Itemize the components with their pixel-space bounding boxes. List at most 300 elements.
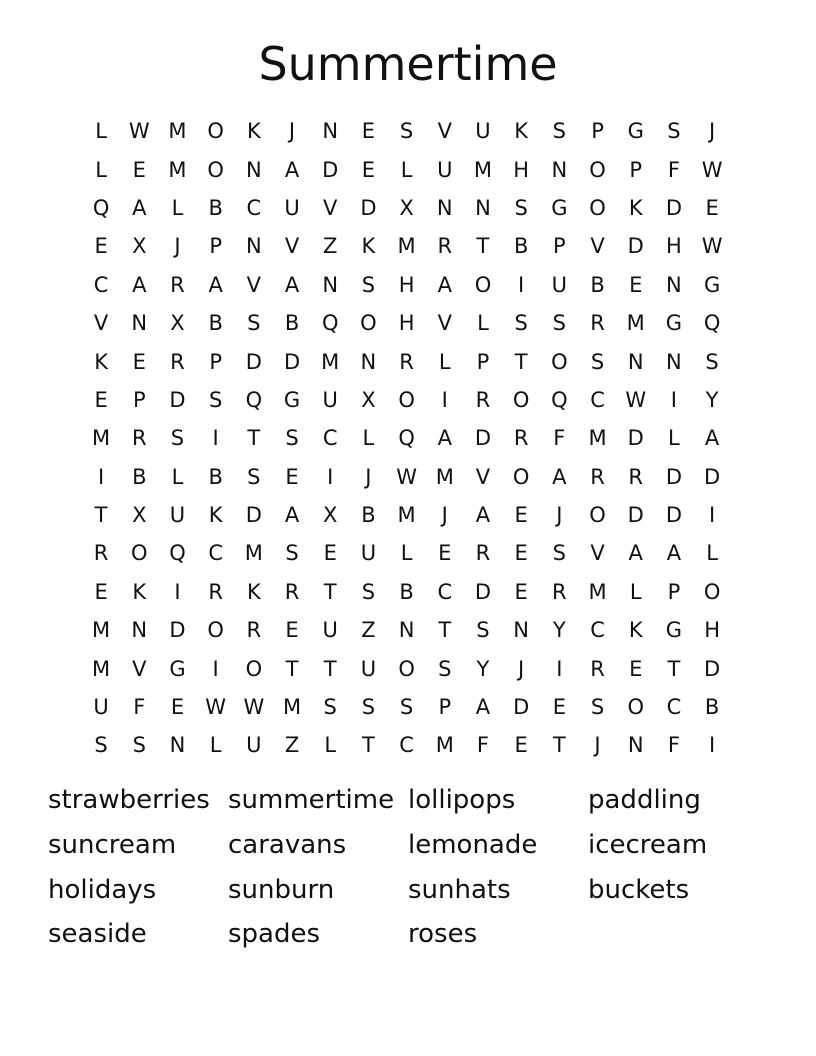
grid-letter: E xyxy=(285,618,299,643)
grid-letter: P xyxy=(553,234,566,259)
grid-letter: D xyxy=(169,387,186,412)
grid-letter: D xyxy=(627,426,644,451)
grid-letter: O xyxy=(512,387,530,412)
grid-row xyxy=(82,150,732,188)
grid-letter: O xyxy=(512,464,530,489)
grid-letter: Q xyxy=(398,426,415,451)
grid-row xyxy=(82,611,732,649)
grid-letter: S xyxy=(399,695,414,720)
grid-letter: S xyxy=(285,541,299,566)
grid-letter: O xyxy=(398,656,415,681)
grid-letter: N xyxy=(627,349,644,374)
grid-letter: X xyxy=(323,503,338,528)
grid-letter: O xyxy=(207,119,224,144)
grid-letter: L xyxy=(629,579,642,604)
grid-letter: D xyxy=(704,464,721,489)
grid-letter: V xyxy=(437,119,452,144)
grid-letter: I xyxy=(518,272,525,297)
grid-letter: S xyxy=(247,464,261,489)
grid-letter: E xyxy=(514,503,528,528)
grid-letter: M xyxy=(473,157,493,182)
grid-letter: F xyxy=(133,695,146,720)
grid-letter: R xyxy=(590,656,605,681)
word-list-item: paddling xyxy=(588,785,701,815)
grid-letter: R xyxy=(475,541,491,566)
grid-letter: V xyxy=(437,311,452,336)
grid-letter: R xyxy=(513,426,529,451)
grid-letter: T xyxy=(667,656,681,681)
grid-letter: D xyxy=(283,349,301,374)
grid-row xyxy=(82,534,732,572)
grid-letter: G xyxy=(703,272,721,297)
grid-letter: O xyxy=(245,656,263,681)
grid-letter: P xyxy=(209,349,222,374)
grid-letter: L xyxy=(706,541,718,566)
grid-letter: E xyxy=(361,157,376,182)
grid-letter: R xyxy=(399,349,414,374)
grid-row xyxy=(82,112,732,150)
grid-letter: S xyxy=(361,272,376,297)
grid-letter: E xyxy=(552,695,566,720)
grid-letter: S xyxy=(132,733,146,758)
grid-letter: R xyxy=(475,387,491,412)
grid-letter: C xyxy=(399,733,414,758)
grid-letter: I xyxy=(212,426,219,451)
grid-letter: Q xyxy=(551,387,568,412)
grid-letter: T xyxy=(247,426,261,451)
word-list-item: roses xyxy=(408,919,478,950)
word-list-item: spades xyxy=(228,919,321,950)
grid-letter: O xyxy=(474,272,492,297)
grid-letter: B xyxy=(590,272,605,297)
grid-letter: B xyxy=(208,464,223,489)
grid-letter: X xyxy=(132,503,147,528)
grid-letter: S xyxy=(552,311,567,336)
grid-letter: K xyxy=(246,119,261,144)
grid-letter: C xyxy=(666,695,682,720)
grid-letter: A xyxy=(628,541,643,566)
grid-letter: T xyxy=(94,503,108,528)
grid-letter: O xyxy=(551,349,568,374)
grid-letter: L xyxy=(400,157,413,182)
grid-letter: O xyxy=(360,311,377,336)
grid-row xyxy=(82,649,732,687)
grid-letter: Z xyxy=(284,733,300,758)
grid-letter: S xyxy=(590,695,605,720)
grid-letter: C xyxy=(590,387,605,412)
grid-letter: T xyxy=(361,733,375,758)
grid-letter: C xyxy=(437,579,453,604)
grid-letter: S xyxy=(399,119,414,144)
grid-letter: A xyxy=(208,272,223,297)
grid-letter: M xyxy=(168,157,187,182)
grid-letter: N xyxy=(322,272,339,297)
grid-letter: V xyxy=(323,195,338,220)
grid-letter: B xyxy=(399,579,414,604)
grid-letter: E xyxy=(361,119,376,144)
grid-letter: Z xyxy=(323,234,338,259)
grid-letter: V xyxy=(475,464,491,489)
grid-letter: D xyxy=(665,195,682,220)
grid-letter: C xyxy=(590,618,605,643)
grid-letter: I xyxy=(708,503,716,528)
grid-letter: D xyxy=(627,234,644,259)
grid-letter: C xyxy=(208,541,223,566)
grid-letter: M xyxy=(626,311,645,336)
grid-letter: S xyxy=(170,426,185,451)
grid-letter: G xyxy=(665,618,683,643)
grid-letter: M xyxy=(588,579,607,604)
grid-letter: M xyxy=(588,426,607,451)
grid-row xyxy=(82,227,732,265)
grid-letter: F xyxy=(667,733,680,758)
grid-letter: V xyxy=(284,234,300,259)
grid-letter: M xyxy=(321,349,340,374)
grid-letter: J xyxy=(708,119,716,144)
grid-letter: E xyxy=(94,579,108,604)
grid-letter: I xyxy=(327,464,334,489)
grid-row xyxy=(82,496,732,534)
grid-letter: E xyxy=(705,195,719,220)
grid-letter: M xyxy=(397,503,416,528)
grid-letter: I xyxy=(97,464,105,489)
grid-letter: T xyxy=(514,349,528,374)
grid-letter: K xyxy=(361,234,376,259)
grid-letter: N xyxy=(322,119,339,144)
grid-letter: D xyxy=(360,195,377,220)
grid-letter: R xyxy=(93,541,109,566)
grid-letter: B xyxy=(513,234,529,259)
grid-letter: S xyxy=(552,541,567,566)
grid-letter: M xyxy=(397,234,416,259)
grid-letter: N xyxy=(169,733,186,758)
grid-letter: C xyxy=(93,272,109,297)
grid-letter: R xyxy=(170,349,185,374)
grid-letter: G xyxy=(551,195,568,220)
grid-letter: L xyxy=(324,733,337,758)
grid-letter: N xyxy=(513,618,530,643)
grid-letter: B xyxy=(361,503,376,528)
grid-letter: O xyxy=(627,695,644,720)
grid-letter: A xyxy=(284,503,300,528)
grid-letter: N xyxy=(436,195,453,220)
grid-letter: U xyxy=(322,618,338,643)
grid-letter: S xyxy=(208,387,223,412)
grid-letter: S xyxy=(94,733,108,758)
grid-letter: L xyxy=(438,349,451,374)
grid-letter: B xyxy=(208,195,223,220)
grid-letter: D xyxy=(627,503,644,528)
grid-letter: O xyxy=(207,157,224,182)
grid-letter: U xyxy=(475,119,491,144)
grid-letter: I xyxy=(174,579,181,604)
grid-letter: D xyxy=(245,349,262,374)
grid-letter: A xyxy=(475,503,491,528)
grid-letter: P xyxy=(667,579,681,604)
word-list-item: sunhats xyxy=(408,874,511,905)
grid-letter: R xyxy=(170,272,185,297)
grid-letter: W xyxy=(701,157,723,182)
grid-letter: L xyxy=(400,541,413,566)
grid-letter: L xyxy=(362,426,375,451)
grid-letter: S xyxy=(590,349,605,374)
grid-letter: A xyxy=(666,541,682,566)
grid-letter: R xyxy=(590,464,605,489)
grid-row xyxy=(82,419,732,457)
grid-letter: M xyxy=(282,695,302,720)
grid-letter: H xyxy=(513,157,530,182)
grid-letter: E xyxy=(323,541,337,566)
grid-letter: X xyxy=(170,311,185,336)
grid-letter: B xyxy=(208,311,223,336)
grid-letter: Q xyxy=(169,541,186,566)
grid-letter: R xyxy=(131,426,147,451)
grid-letter: U xyxy=(360,541,377,566)
grid-letter: L xyxy=(171,464,184,489)
grid-letter: T xyxy=(552,733,566,758)
grid-letter: U xyxy=(284,195,300,220)
grid-letter: K xyxy=(628,195,643,220)
grid-letter: Q xyxy=(321,311,339,336)
grid-letter: U xyxy=(551,272,568,297)
grid-letter: H xyxy=(666,234,682,259)
grid-letter: D xyxy=(245,503,262,528)
grid-letter: E xyxy=(132,157,146,182)
grid-letter: W xyxy=(128,119,150,144)
grid-letter: F xyxy=(667,157,680,182)
letter-grid xyxy=(82,112,732,765)
grid-letter: N xyxy=(666,272,682,297)
grid-letter: W xyxy=(205,695,227,720)
grid-letter: S xyxy=(667,119,681,144)
grid-letter: E xyxy=(94,234,108,259)
grid-letter: R xyxy=(590,311,605,336)
grid-letter: D xyxy=(513,695,530,720)
grid-letter: N xyxy=(627,733,644,758)
grid-letter: R xyxy=(208,579,223,604)
grid-letter: A xyxy=(132,272,147,297)
grid-letter: J xyxy=(556,503,563,528)
grid-letter: C xyxy=(246,195,262,220)
grid-letter: P xyxy=(132,387,146,412)
grid-letter: H xyxy=(704,618,720,643)
grid-letter: E xyxy=(285,464,299,489)
grid-letter: K xyxy=(246,579,261,604)
grid-letter: P xyxy=(629,157,643,182)
grid-letter: E xyxy=(438,541,452,566)
grid-letter: I xyxy=(708,733,716,758)
grid-letter: A xyxy=(475,695,491,720)
grid-letter: L xyxy=(95,119,107,144)
grid-letter: X xyxy=(361,387,376,412)
grid-letter: A xyxy=(704,426,720,451)
grid-letter: I xyxy=(212,656,219,681)
grid-letter: V xyxy=(93,311,109,336)
grid-letter: V xyxy=(590,234,605,259)
word-list-item: seaside xyxy=(48,919,147,950)
grid-letter: M xyxy=(92,618,111,643)
grid-letter: G xyxy=(283,387,301,412)
grid-letter: L xyxy=(95,157,107,182)
grid-letter: S xyxy=(285,426,299,451)
grid-row xyxy=(82,304,732,342)
grid-letter: G xyxy=(169,656,186,681)
grid-row xyxy=(82,573,732,611)
grid-letter: L xyxy=(209,733,222,758)
grid-letter: I xyxy=(556,656,563,681)
grid-letter: F xyxy=(476,733,490,758)
grid-letter: V xyxy=(132,656,147,681)
grid-letter: S xyxy=(514,195,528,220)
grid-letter: E xyxy=(514,579,528,604)
grid-letter: Q xyxy=(703,311,721,336)
grid-letter: S xyxy=(323,695,337,720)
grid-letter: J xyxy=(441,503,448,528)
grid-letter: N xyxy=(245,234,262,259)
grid-letter: U xyxy=(360,656,377,681)
grid-letter: D xyxy=(474,426,492,451)
grid-letter: J xyxy=(518,656,525,681)
grid-letter: E xyxy=(94,387,108,412)
grid-letter: I xyxy=(670,387,677,412)
grid-letter: R xyxy=(284,579,300,604)
grid-letter: Q xyxy=(245,387,263,412)
grid-letter: O xyxy=(703,579,721,604)
grid-letter: W xyxy=(396,464,417,489)
grid-letter: D xyxy=(665,503,682,528)
grid-letter: H xyxy=(398,311,415,336)
grid-letter: K xyxy=(208,503,223,528)
grid-letter: N xyxy=(131,311,148,336)
word-list-item: suncream xyxy=(48,829,177,860)
grid-letter: U xyxy=(246,733,262,758)
grid-letter: O xyxy=(207,618,224,643)
grid-letter: J xyxy=(288,119,296,144)
grid-letter: K xyxy=(94,349,108,374)
word-list-item: lemonade xyxy=(408,829,538,860)
grid-letter: Y xyxy=(476,656,490,681)
grid-letter: A xyxy=(284,272,300,297)
grid-letter: N xyxy=(360,349,377,374)
grid-letter: A xyxy=(552,464,567,489)
grid-row xyxy=(82,726,732,764)
grid-letter: R xyxy=(552,579,567,604)
grid-letter: B xyxy=(284,311,300,336)
grid-letter: N xyxy=(398,618,415,643)
grid-letter: N xyxy=(475,195,491,220)
grid-letter: P xyxy=(476,349,490,374)
grid-letter: O xyxy=(589,503,606,528)
grid-letter: O xyxy=(131,541,148,566)
grid-letter: W xyxy=(243,695,265,720)
word-list-item: lollipops xyxy=(408,785,516,815)
grid-letter: O xyxy=(398,387,415,412)
grid-letter: Q xyxy=(92,195,110,220)
grid-letter: B xyxy=(132,464,147,489)
grid-letter: S xyxy=(476,618,490,643)
grid-letter: F xyxy=(553,426,566,451)
grid-letter: E xyxy=(514,733,528,758)
grid-letter: M xyxy=(168,119,187,144)
grid-letter: K xyxy=(132,579,147,604)
grid-letter: E xyxy=(629,656,643,681)
grid-letter: P xyxy=(591,119,604,144)
word-list-item: icecream xyxy=(588,829,708,860)
grid-letter: M xyxy=(244,541,263,566)
word-list-item: caravans xyxy=(228,829,347,860)
grid-letter: S xyxy=(438,656,452,681)
grid-letter: K xyxy=(628,618,643,643)
word-list xyxy=(48,778,768,957)
grid-letter: U xyxy=(169,503,186,528)
word-list-item: summertime xyxy=(228,785,395,815)
grid-letter: W xyxy=(701,234,723,259)
grid-letter: T xyxy=(476,234,490,259)
grid-letter: K xyxy=(514,119,529,144)
grid-letter: J xyxy=(174,234,181,259)
grid-letter: W xyxy=(625,387,647,412)
grid-row xyxy=(82,266,732,304)
grid-letter: O xyxy=(589,195,606,220)
grid-letter: X xyxy=(399,195,414,220)
grid-letter: R xyxy=(628,464,644,489)
word-list-item: sunburn xyxy=(228,874,335,905)
grid-letter: L xyxy=(477,311,489,336)
grid-letter: P xyxy=(438,695,452,720)
grid-letter: E xyxy=(514,541,528,566)
grid-row xyxy=(82,458,732,496)
grid-letter: E xyxy=(132,349,146,374)
grid-letter: E xyxy=(629,272,643,297)
grid-letter: T xyxy=(323,579,337,604)
grid-letter: N xyxy=(131,618,148,643)
grid-letter: U xyxy=(322,387,338,412)
grid-letter: Z xyxy=(361,618,376,643)
grid-letter: E xyxy=(170,695,185,720)
grid-letter: D xyxy=(169,618,186,643)
grid-letter: S xyxy=(552,119,567,144)
grid-letter: G xyxy=(665,311,683,336)
grid-letter: S xyxy=(361,579,376,604)
grid-letter: R xyxy=(437,234,453,259)
page-title: Summertime xyxy=(258,37,558,91)
grid-row xyxy=(82,342,732,380)
grid-row xyxy=(82,688,732,726)
grid-letter: N xyxy=(666,349,682,374)
grid-letter: P xyxy=(209,234,222,259)
grid-letter: Y xyxy=(552,618,566,643)
grid-letter: D xyxy=(704,656,721,681)
grid-letter: S xyxy=(705,349,719,374)
grid-letter: A xyxy=(132,195,147,220)
grid-letter: M xyxy=(92,426,111,451)
grid-letter: H xyxy=(398,272,415,297)
grid-letter: B xyxy=(704,695,720,720)
grid-letter: L xyxy=(171,195,184,220)
grid-letter: G xyxy=(627,119,644,144)
word-list-item: strawberries xyxy=(48,785,210,815)
grid-letter: A xyxy=(437,426,452,451)
word-list-item: holidays xyxy=(48,874,157,905)
grid-letter: T xyxy=(323,656,337,681)
grid-letter: X xyxy=(132,234,147,259)
grid-letter: A xyxy=(284,157,300,182)
grid-letter: D xyxy=(322,157,339,182)
grid-row xyxy=(82,381,732,419)
grid-letter: C xyxy=(322,426,338,451)
grid-letter: T xyxy=(438,618,452,643)
grid-letter: T xyxy=(285,656,299,681)
